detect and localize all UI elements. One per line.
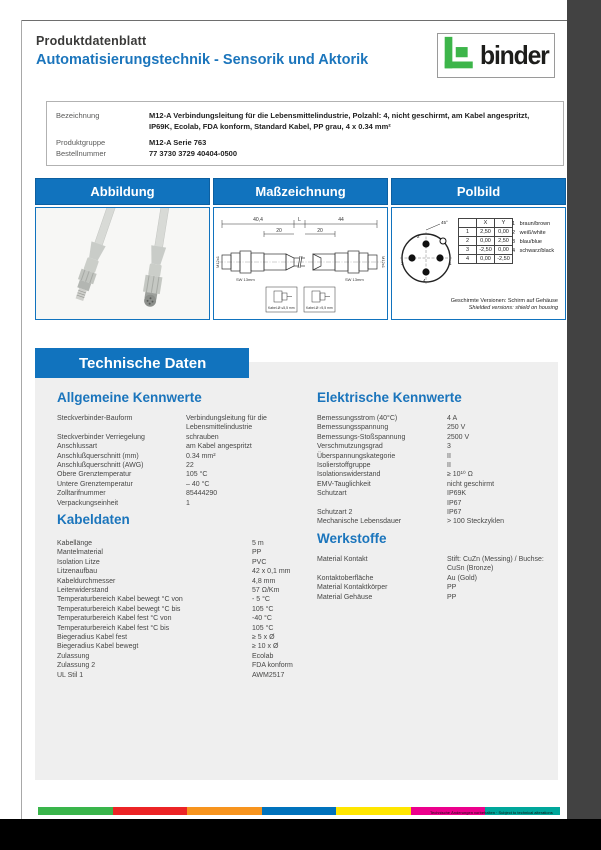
document-kicker: Produktdatenblatt: [36, 34, 147, 48]
spec-row: [57, 461, 312, 470]
stripe-segment: [113, 807, 188, 815]
spec-value: am Kabel angespritzt: [186, 443, 252, 451]
page-border-left: [21, 20, 22, 820]
spec-value: II: [447, 452, 451, 460]
spec-row: [57, 414, 312, 433]
spec-row: [57, 470, 312, 479]
svg-text:20: 20: [317, 228, 323, 234]
spec-value: Au (Gold): [447, 574, 477, 582]
spec-label: Zolltarifnummer: [57, 490, 106, 498]
spec-label: Mantelmaterial: [57, 549, 103, 557]
spec-row: [57, 567, 322, 576]
binder-logo-word: binder: [480, 40, 549, 70]
spec-label: Isolationswiderstand: [317, 471, 381, 479]
svg-text:20: 20: [276, 228, 282, 234]
binder-b-icon: [443, 35, 477, 76]
spec-row: [317, 555, 562, 574]
spec-value: 3: [447, 443, 451, 451]
spec-label: Material Kontaktkörper: [317, 584, 388, 592]
pin-table-cell: 0,00: [495, 228, 513, 237]
svg-text:Kabel-Ø ≤5,5 mm: Kabel-Ø ≤5,5 mm: [268, 306, 295, 310]
shield-note-en: Shielded versions: shield on housing: [468, 305, 558, 311]
page-title: Automatisierungstechnik - Sensorik und Aktorik: [36, 52, 369, 68]
spec-label: EMV-Tauglichkeit: [317, 480, 371, 488]
info-row: [56, 148, 555, 159]
cable-photo-graphic: [36, 208, 209, 319]
shield-note: [426, 298, 558, 312]
wire-color-list: [512, 220, 554, 256]
section-elektrische-kennwerte: [317, 390, 562, 527]
info-row: [56, 110, 555, 132]
spec-value: 105 °C: [252, 624, 274, 632]
spec-label: Zulassung: [57, 652, 90, 660]
svg-text:SW 13mm: SW 13mm: [345, 277, 364, 282]
spec-value: IP69K IP67: [447, 490, 467, 507]
section-title: Allgemeine Kennwerte: [57, 390, 202, 405]
dimension-drawing: [213, 207, 388, 320]
spec-row: [57, 642, 322, 651]
spec-row: [57, 633, 322, 642]
svg-text:45°: 45°: [441, 220, 448, 225]
svg-text:1: 1: [449, 261, 452, 266]
spec-value: 22: [186, 462, 194, 470]
svg-text:44: 44: [338, 217, 344, 223]
spec-value: PVC: [252, 558, 267, 566]
spec-value: 57 Ω/Km: [252, 587, 280, 595]
spec-label: Untere Grenztemperatur: [57, 480, 133, 488]
section-title: Werkstoffe: [317, 531, 387, 546]
spec-label: Verschmutzungsgrad: [317, 443, 383, 451]
spec-row: [317, 433, 562, 442]
spec-value: 105 °C: [186, 471, 208, 479]
spec-row: [57, 624, 322, 633]
spec-label: Mechanische Lebensdauer: [317, 518, 402, 526]
spec-row: [57, 595, 322, 604]
spec-label: Anschlußquerschnitt (AWG): [57, 462, 144, 470]
pin-table-cell: 0,00: [495, 246, 513, 255]
pin-coordinates-table: [458, 218, 513, 264]
spec-row: [57, 614, 322, 623]
panel-masszeichnung-header: Maßzeichnung: [213, 178, 388, 205]
panel-masszeichnung: [213, 178, 388, 320]
spec-row: [317, 423, 562, 432]
spec-label: Material Gehäuse: [317, 593, 373, 601]
panel-abbildung: [35, 178, 210, 320]
binder-logo: [437, 33, 555, 78]
spec-row: [317, 517, 562, 526]
product-info-table: [46, 101, 564, 166]
spec-value: Stift: CuZn (Messing) / Buchse: CuSn (Bronze): [447, 556, 544, 573]
spec-label: Anschlußquerschnitt (mm): [57, 452, 139, 460]
spec-label: Litzenaufbau: [57, 568, 98, 576]
stripe-segment: [187, 807, 262, 815]
info-label: Produktgruppe: [56, 138, 106, 147]
wire-color-item: 1 braun/brown: [512, 221, 551, 227]
spec-value: PP: [447, 593, 457, 601]
spec-row: [57, 539, 322, 548]
pin-table-row: [459, 228, 513, 237]
panel-abbildung-header: Abbildung: [35, 178, 210, 205]
spec-row: [57, 548, 322, 557]
pin-table-cell: 0,00: [477, 237, 495, 246]
wire-color-item: 3 blau/blue: [512, 239, 542, 245]
spec-label: Steckverbinder Verriegelung: [57, 433, 145, 441]
spec-row: [57, 577, 322, 586]
stripe-segment: [38, 807, 113, 815]
spec-row: [57, 489, 312, 498]
pin-table-cell: 1: [459, 228, 477, 237]
spec-value: ≥ 10 x Ø: [252, 643, 279, 651]
info-value: M12-A Verbindungsleitung für die Lebensmittelindustrie, Polzahl: 4, nicht geschirmt, am Kabel angespritzt, IP69K, Ecolab, FDA konform, Standard Kabel, PP grau, 4 x 0.34 mm²: [149, 111, 530, 131]
svg-text:2: 2: [417, 234, 420, 239]
spec-label: Bemessungsstrom (40°C): [317, 415, 398, 422]
tech-data-banner: Technische Daten: [35, 348, 249, 378]
wire-color-item: 4 schwarz/black: [512, 248, 555, 254]
section-allgemeine-kennwerte: [57, 390, 312, 508]
info-row: [56, 137, 555, 148]
spec-value: AWM2517: [252, 671, 285, 679]
pinout-diagram: [391, 207, 566, 320]
spec-value: -40 °C: [252, 615, 272, 623]
section-title: Elektrische Kennwerte: [317, 390, 462, 405]
spec-value: II: [447, 462, 451, 470]
spec-label: Material Kontakt: [317, 556, 368, 563]
spec-value: 105 °C: [252, 605, 274, 613]
spec-value: Verbindungsleitung für die Lebensmittelindustrie: [186, 415, 267, 432]
spec-label: Bemessungs-Stoßspannung: [317, 433, 406, 441]
spec-row: [317, 574, 562, 583]
pin-table-cell: 2: [459, 237, 477, 246]
spec-value: FDA konform: [252, 662, 293, 670]
spec-row: [57, 558, 322, 567]
spec-label: Obere Grenztemperatur: [57, 471, 132, 479]
spec-value: 0.34 mm²: [186, 452, 216, 460]
svg-text:M12x1: M12x1: [381, 255, 386, 269]
svg-text:SW 13mm: SW 13mm: [236, 277, 255, 282]
svg-text:M12x1: M12x1: [215, 255, 220, 269]
footer-fineprint: Technische Änderungen vorbehalten · Subject to technical alterations: [430, 810, 553, 815]
spec-value: ≥ 10¹⁰ Ω: [447, 471, 473, 479]
spec-value: ≥ 5 x Ø: [252, 634, 275, 642]
spec-value: 5 m: [252, 540, 264, 547]
spec-label: Kabellänge: [57, 540, 93, 547]
pin-table-header: X: [477, 219, 495, 228]
spec-row: [317, 442, 562, 451]
page-margin-band-right: [567, 0, 601, 850]
dimension-drawing-graphic: [214, 208, 387, 319]
spec-value: 85444290: [186, 490, 218, 498]
section-kabeldaten: [57, 512, 322, 680]
spec-label: Bemessungsspannung: [317, 424, 389, 432]
info-value: 77 3730 3729 40404-0500: [149, 149, 238, 158]
spec-label: Verpackungseinheit: [57, 499, 119, 507]
page-border-top: [21, 20, 567, 21]
info-label: Bezeichnung: [56, 111, 100, 120]
spec-label: Temperaturbereich Kabel fest °C von: [57, 615, 172, 623]
svg-text:L: L: [298, 217, 301, 223]
spec-label: Kontaktoberfläche: [317, 574, 374, 582]
spec-value: 250 V: [447, 424, 466, 432]
spec-label: Leiterwiderstand: [57, 587, 109, 595]
section-werkstoffe: [317, 531, 562, 602]
spec-row: [57, 586, 322, 595]
stripe-segment: [262, 807, 337, 815]
spec-value: - 5 °C: [252, 596, 270, 604]
footer-black-band: [0, 819, 601, 850]
panel-polbild: [391, 178, 566, 320]
shield-note-de: Geschirmte Versionen: Schirm auf Gehäuse: [450, 298, 558, 304]
spec-value: > 100 Steckzyklen: [447, 518, 505, 526]
spec-row: [57, 480, 312, 489]
pin-table-cell: 4: [459, 255, 477, 264]
pin-table-cell: 2,50: [477, 228, 495, 237]
spec-label: Temperaturbereich Kabel bewegt °C bis: [57, 605, 181, 613]
pin-face-graphic: [394, 218, 458, 290]
svg-text:4: 4: [423, 278, 426, 283]
spec-label: UL Stil 1: [57, 671, 84, 679]
spec-row: [317, 461, 562, 470]
svg-text:3: 3: [401, 261, 404, 266]
spec-label: Schutzart: [317, 490, 347, 498]
spec-label: Schutzart 2: [317, 509, 353, 517]
spec-label: Kabeldurchmesser: [57, 577, 116, 585]
stripe-segment: [336, 807, 411, 815]
pin-table-cell: 2,50: [495, 237, 513, 246]
pin-table-cell: -2,50: [495, 255, 513, 264]
spec-label: Biegeradius Kabel bewegt: [57, 643, 139, 651]
spec-value: Ecolab: [252, 652, 274, 660]
pin-table-cell: 3: [459, 246, 477, 255]
svg-text:40,4: 40,4: [253, 217, 263, 223]
spec-value: PP: [252, 549, 262, 557]
spec-row: [317, 470, 562, 479]
spec-label: Steckverbinder-Bauform: [57, 415, 133, 422]
spec-value: – 40 °C: [186, 480, 210, 488]
spec-label: Temperaturbereich Kabel fest °C bis: [57, 624, 170, 632]
spec-row: [317, 452, 562, 461]
spec-row: [57, 433, 312, 442]
pin-table-row: [459, 246, 513, 255]
pin-table-cell: -2,50: [477, 246, 495, 255]
spec-value: 4 A: [447, 415, 458, 422]
pin-table-row: [459, 255, 513, 264]
spec-row: [317, 414, 562, 423]
spec-value: 4,8 mm: [252, 577, 276, 585]
product-photo: [35, 207, 210, 320]
spec-row: [317, 593, 562, 602]
spec-value: PP: [447, 584, 457, 592]
spec-row: [57, 605, 322, 614]
pin-table-header: Y: [495, 219, 513, 228]
spec-row: [317, 508, 562, 517]
spec-label: Überspannungskategorie: [317, 452, 396, 460]
spec-label: Isolation Litze: [57, 558, 100, 566]
spec-row: [57, 452, 312, 461]
spec-value: schrauben: [186, 433, 219, 441]
spec-row: [57, 671, 322, 680]
spec-value: nicht geschirmt: [447, 480, 495, 488]
spec-label: Temperaturbereich Kabel bewegt °C von: [57, 596, 183, 604]
spec-value: 42 x 0,1 mm: [252, 568, 291, 576]
spec-value: 2500 V: [447, 433, 470, 441]
spec-row: [57, 652, 322, 661]
spec-value: 1: [186, 499, 190, 507]
spec-value: IP67: [447, 509, 462, 517]
spec-label: Zulassung 2: [57, 662, 96, 670]
spec-row: [317, 489, 562, 508]
info-value: M12-A Serie 763: [149, 138, 207, 147]
spec-row: [57, 442, 312, 451]
spec-row: [317, 583, 562, 592]
spec-label: Biegeradius Kabel fest: [57, 634, 128, 642]
spec-row: [317, 480, 562, 489]
spec-label: Isolierstoffgruppe: [317, 462, 371, 470]
wire-color-item: 2 weiß/white: [512, 230, 546, 236]
spec-row: [57, 499, 312, 508]
info-label: Bestellnummer: [56, 149, 107, 158]
spec-row: [57, 661, 322, 670]
section-title: Kabeldaten: [57, 512, 130, 527]
panel-polbild-header: Polbild: [391, 178, 566, 205]
pin-table-header: [459, 219, 477, 228]
svg-text:Kabel-Ø >5,5 mm: Kabel-Ø >5,5 mm: [306, 306, 333, 310]
pin-table-row: [459, 237, 513, 246]
pin-table-cell: 0,00: [477, 255, 495, 264]
spec-label: Anschlussart: [57, 443, 98, 451]
